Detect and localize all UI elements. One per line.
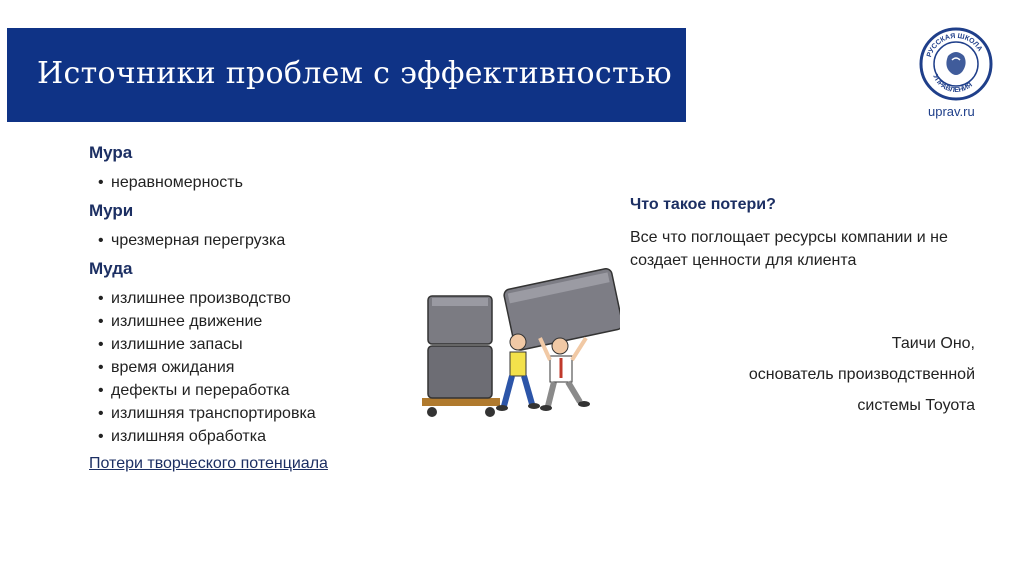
question-heading: Что такое потери? <box>630 196 776 213</box>
author-role-line-1: основатель производственной <box>748 366 975 383</box>
creative-potential-link[interactable]: Потери творческого потенциала <box>89 455 328 472</box>
waste-types-list <box>89 142 409 475</box>
author-role-line-2: системы Тоуота <box>857 397 975 414</box>
quote-author <box>635 328 975 421</box>
logo-url: uprav.ru <box>928 104 975 119</box>
list-item: • время ожидания <box>89 356 409 379</box>
page-title: Источники проблем с эффективностью <box>37 56 672 91</box>
list-item: • излишние запасы <box>89 333 409 356</box>
section-heading-muri: Мури <box>89 201 134 220</box>
svg-text:УПРАВЛЕНИЯ: УПРАВЛЕНИЯ <box>931 73 974 95</box>
answer-text: Все что поглощает ресурсы компании и не создает ценности для клиента <box>630 229 948 269</box>
section-heading-mura: Мура <box>89 143 133 162</box>
list-item: • излишняя обработка <box>89 425 409 448</box>
list-item: • излишнее производство <box>89 287 409 310</box>
list-item: • излишняя транспортировка <box>89 402 409 425</box>
muda-list <box>89 287 409 448</box>
author-name: Таичи Оно, <box>891 335 975 352</box>
list-item: • излишнее движение <box>89 310 409 333</box>
title-banner <box>7 28 686 122</box>
svg-text:РУССКАЯ ШКОЛА: РУССКАЯ ШКОЛА <box>925 32 984 59</box>
mura-list <box>89 171 409 194</box>
school-logo-icon <box>918 26 994 102</box>
section-heading-muda: Муда <box>89 259 133 278</box>
muri-list <box>89 229 409 252</box>
workers-carrying-boxes-illustration <box>420 268 620 428</box>
list-item: • дефекты и переработка <box>89 379 409 402</box>
list-item: • неравномерность <box>89 171 409 194</box>
list-item: • чрезмерная перегрузка <box>89 229 409 252</box>
